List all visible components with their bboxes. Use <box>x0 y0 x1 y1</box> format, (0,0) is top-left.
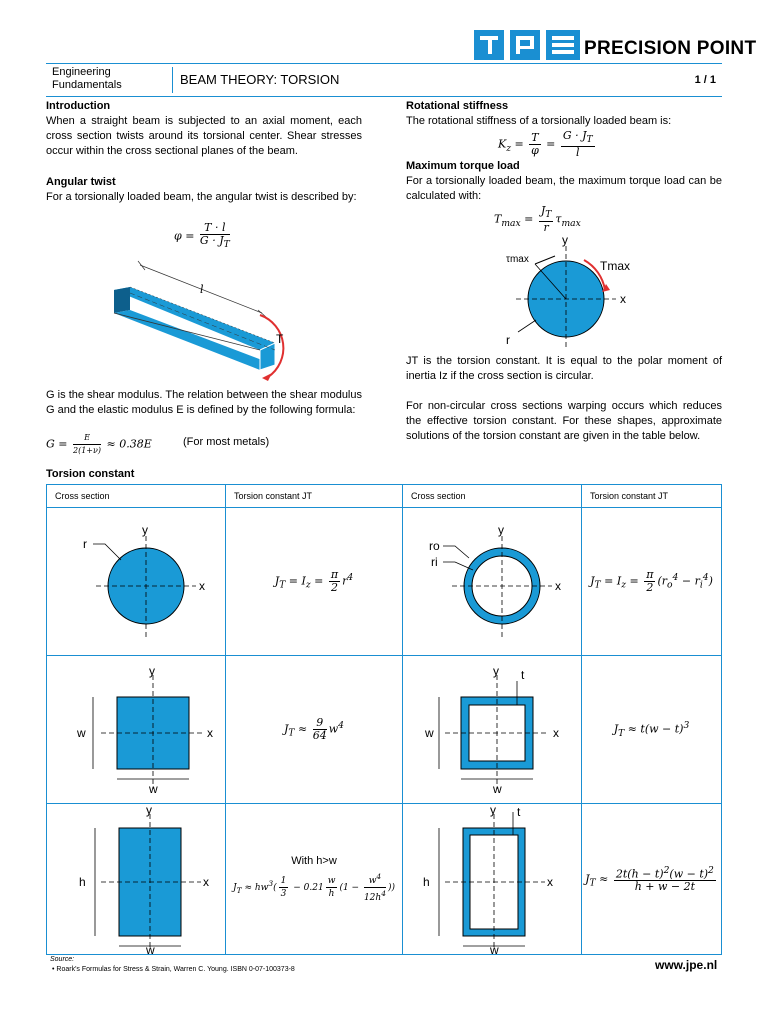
table-heading: Torsion constant <box>46 468 135 480</box>
maxtorque-text: For a torsionally loaded beam, the maximum torque load can be calculated with: <box>406 175 722 202</box>
cross-section-hollow-square <box>403 656 582 804</box>
twist-heading: Angular twist <box>46 176 116 188</box>
page-number: 1 / 1 <box>694 74 716 86</box>
table-header-row <box>47 485 722 508</box>
fig-y: y <box>146 803 152 817</box>
header-divider <box>172 67 173 93</box>
shear-formula: G = $\frac{E}{2(1+\nu)}$ ≈ 0.38E <box>46 433 152 455</box>
fig-x: x <box>199 578 205 593</box>
col-header: Cross section <box>403 485 582 508</box>
table-row <box>47 508 722 656</box>
header-category: Engineering Fundamentals <box>52 66 122 91</box>
cross-section-solid-rectangle <box>47 804 226 955</box>
torsion-constant-note: JT is the torsion constant. It is equal to the polar moment of inertia Iz if the cross section is circular. <box>406 355 722 382</box>
twist-text: For a torsionally loaded beam, the angular twist is described by: <box>46 191 357 203</box>
col-header: Torsion constant JT <box>226 485 403 508</box>
formula-tube: $J_T = I_z$ = $\frac{\pi}{2}$ $(r_o^4 - r_i^4)$ <box>582 508 722 656</box>
brand-name: PRECISION POINT <box>584 38 757 59</box>
torque-figure <box>490 232 660 352</box>
rect-condition: With h>w <box>291 854 337 867</box>
torsion-constant-table <box>46 484 722 955</box>
twist-formula: φ = $\frac{T \cdot l}{G \cdot J_T}$ <box>174 221 230 251</box>
formula-hollow-rectangle: $J_T$ ≈ $\frac{2t(h - t)^2(w - t)^2}{h + w - 2t}$ <box>582 804 722 955</box>
cross-section-solid-circle <box>47 508 226 656</box>
cross-section-tube <box>403 508 582 656</box>
warping-note: For non-circular cross sections warping occurs which reduces the effective torsion constant. For these shapes, approximate solutions of the torsion constant are given in the table below. <box>406 400 722 442</box>
table-row <box>47 804 722 955</box>
fig-x: x <box>555 578 561 593</box>
formula-solid-rectangle: With h>w $J_T \approx hw^3$( $\frac{1}{3}$ − 0.21 $\frac{w}{h}$ (1 − $\frac{w^4}{12h^4}$ )) <box>226 804 403 955</box>
col-header: Cross section <box>47 485 226 508</box>
intro-heading: Introduction <box>46 100 111 112</box>
fig-w: w <box>146 943 155 957</box>
shear-approx: ≈ 0.38E <box>106 437 152 451</box>
beam-length-label: l <box>200 283 204 296</box>
fig-ri: ri <box>431 554 438 569</box>
formula-hollow-square: $J_T \approx t(w - t)^3$ <box>582 656 722 804</box>
torque-fig-x: x <box>620 292 626 306</box>
torque-fig-tmax: Tmax <box>600 259 630 273</box>
torque-fig-y: y <box>562 233 568 247</box>
torque-fig-tau: τmax <box>506 254 529 265</box>
shear-note: (For most metals) <box>183 436 270 448</box>
fig-w: w <box>425 725 434 740</box>
fig-y: y <box>493 663 499 678</box>
page-title: BEAM THEORY: TORSION <box>180 72 340 87</box>
stiffness-formula: $K_z$ = $\frac{T}{\varphi}$ = $\frac{G \cdot J_T}{l}$ <box>498 129 593 160</box>
fig-x: x <box>203 875 209 889</box>
twisted-beam-figure <box>100 255 300 385</box>
fig-x: x <box>547 875 553 889</box>
formula-solid-circle: $J_T = I_z$ = $\frac{\pi}{2}$ $r^4$ <box>226 508 403 656</box>
fig-y: y <box>142 522 148 537</box>
fig-w: w <box>493 781 502 796</box>
website-link[interactable]: www.jpe.nl <box>655 958 718 972</box>
source-label: Source: <box>50 956 75 963</box>
header-bar <box>46 63 722 97</box>
source-reference: • Roark's Formulas for Stress & Strain, Warren C. Young. ISBN 0-07-100373-8 <box>52 966 295 973</box>
maxtorque-heading: Maximum torque load <box>406 160 520 172</box>
source-reference-text: Roark's Formulas for Stress & Strain, Warren C. Young. ISBN 0-07-100373-8 <box>56 966 295 973</box>
fig-ro: ro <box>429 538 440 553</box>
cross-section-hollow-rectangle <box>403 804 582 955</box>
shear-text: G is the shear modulus. The relation between the shear modulus G and the elastic modulus E is defined by the following formula: <box>46 389 362 416</box>
fig-t: t <box>521 667 525 682</box>
fig-h: h <box>423 875 430 889</box>
torque-label: T <box>276 332 284 346</box>
fig-y: y <box>498 522 504 537</box>
fig-w: w <box>149 781 158 796</box>
fig-r: r <box>83 536 87 551</box>
fig-t: t <box>517 805 521 819</box>
fig-w: w <box>490 943 499 957</box>
col-header: Torsion constant JT <box>582 485 722 508</box>
intro-text: When a straight beam is subjected to an axial moment, each cross section twists around its torsional center. Shear stresses occur within the cross sectional planes of the beam. <box>46 115 362 157</box>
maxtorque-formula: $T_{max}$ = $\frac{J_T}{r}$ $\tau_{max}$ <box>494 204 581 235</box>
fig-y: y <box>490 803 496 817</box>
fig-y: y <box>149 663 155 678</box>
table-row <box>47 656 722 804</box>
fig-x: x <box>553 725 559 740</box>
fig-x: x <box>207 725 213 740</box>
cross-section-solid-square <box>47 656 226 804</box>
formula-solid-square: $J_T$ ≈ $\frac{9}{64}$ $w^4$ <box>226 656 403 804</box>
stiffness-heading: Rotational stiffness <box>406 100 509 112</box>
torque-fig-r: r <box>506 333 510 347</box>
fig-h: h <box>79 875 86 889</box>
stiffness-text: The rotational stiffness of a torsionally loaded beam is: <box>406 115 672 127</box>
fig-w: w <box>77 725 86 740</box>
